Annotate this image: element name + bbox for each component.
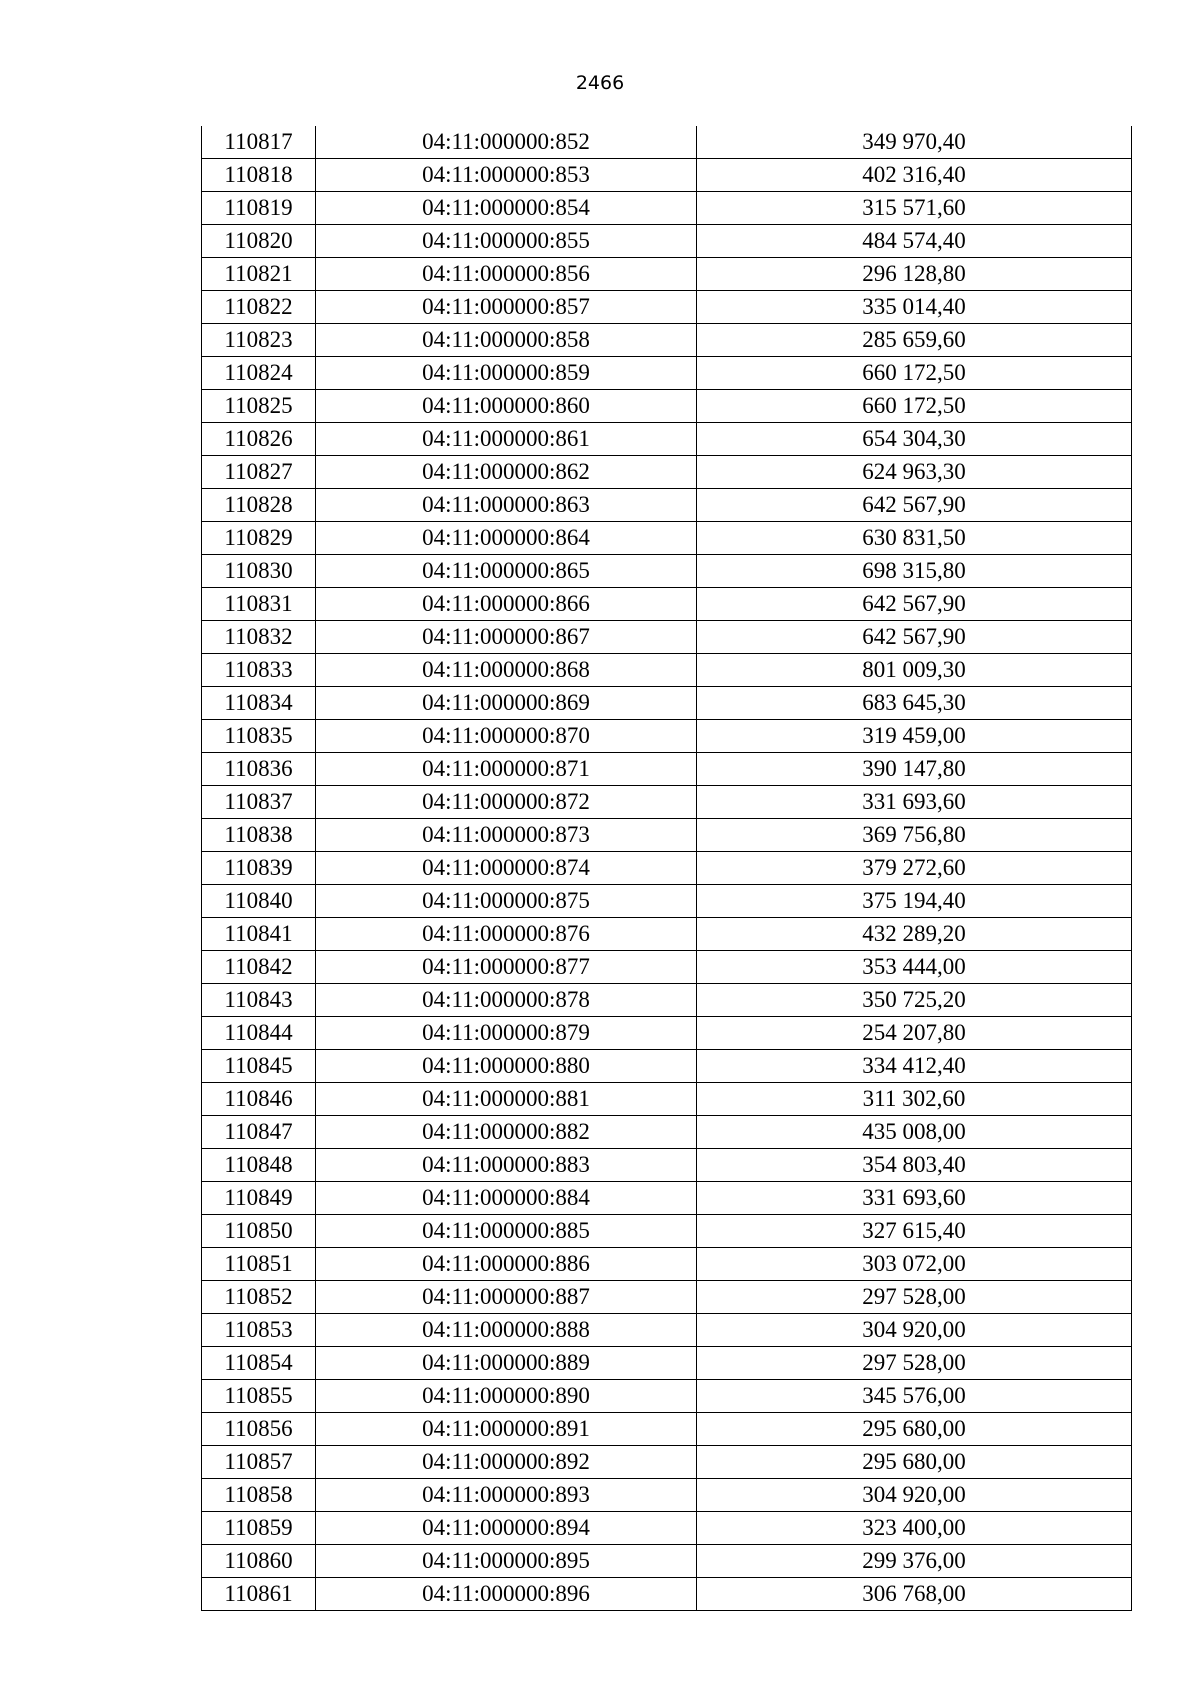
cadastral-value-cell: 315 571,60 (697, 192, 1132, 225)
row-number-cell: 110853 (202, 1314, 316, 1347)
row-number-cell: 110851 (202, 1248, 316, 1281)
cadastral-number-cell: 04:11:000000:857 (316, 291, 697, 324)
table-row (202, 1050, 1132, 1083)
table-row (202, 1017, 1132, 1050)
cadastral-number-cell: 04:11:000000:858 (316, 324, 697, 357)
cadastral-number-cell: 04:11:000000:859 (316, 357, 697, 390)
table-row (202, 1182, 1132, 1215)
cadastral-value-cell: 435 008,00 (697, 1116, 1132, 1149)
cadastral-value-cell: 303 072,00 (697, 1248, 1132, 1281)
cadastral-value-cell: 642 567,90 (697, 621, 1132, 654)
row-number-cell: 110824 (202, 357, 316, 390)
table-row (202, 159, 1132, 192)
cadastral-value-cell: 642 567,90 (697, 588, 1132, 621)
cadastral-value-cell: 297 528,00 (697, 1347, 1132, 1380)
cadastral-value-cell: 654 304,30 (697, 423, 1132, 456)
table-row (202, 1380, 1132, 1413)
cadastral-number-cell: 04:11:000000:874 (316, 852, 697, 885)
cadastral-number-cell: 04:11:000000:866 (316, 588, 697, 621)
row-number-cell: 110837 (202, 786, 316, 819)
row-number-cell: 110847 (202, 1116, 316, 1149)
row-number-cell: 110839 (202, 852, 316, 885)
cadastral-number-cell: 04:11:000000:885 (316, 1215, 697, 1248)
table-row (202, 225, 1132, 258)
row-number-cell: 110829 (202, 522, 316, 555)
cadastral-value-cell: 375 194,40 (697, 885, 1132, 918)
cadastral-value-cell: 327 615,40 (697, 1215, 1132, 1248)
cadastral-number-cell: 04:11:000000:881 (316, 1083, 697, 1116)
cadastral-number-cell: 04:11:000000:870 (316, 720, 697, 753)
table-row (202, 819, 1132, 852)
cadastral-number-cell: 04:11:000000:871 (316, 753, 697, 786)
row-number-cell: 110830 (202, 555, 316, 588)
row-number-cell: 110856 (202, 1413, 316, 1446)
cadastral-value-cell: 331 693,60 (697, 1182, 1132, 1215)
cadastral-value-cell: 390 147,80 (697, 753, 1132, 786)
row-number-cell: 110849 (202, 1182, 316, 1215)
table-row (202, 786, 1132, 819)
table-row (202, 192, 1132, 225)
row-number-cell: 110844 (202, 1017, 316, 1050)
cadastral-number-cell: 04:11:000000:865 (316, 555, 697, 588)
cadastral-value-cell: 311 302,60 (697, 1083, 1132, 1116)
cadastral-number-cell: 04:11:000000:883 (316, 1149, 697, 1182)
table-row (202, 456, 1132, 489)
row-number-cell: 110859 (202, 1512, 316, 1545)
table-row (202, 1116, 1132, 1149)
table-row (202, 1578, 1132, 1611)
row-number-cell: 110826 (202, 423, 316, 456)
row-number-cell: 110820 (202, 225, 316, 258)
table-row (202, 1248, 1132, 1281)
cadastral-value-cell: 335 014,40 (697, 291, 1132, 324)
table-row (202, 1083, 1132, 1116)
cadastral-number-cell: 04:11:000000:868 (316, 654, 697, 687)
cadastral-value-cell: 319 459,00 (697, 720, 1132, 753)
row-number-cell: 110857 (202, 1446, 316, 1479)
row-number-cell: 110852 (202, 1281, 316, 1314)
cadastral-value-cell: 379 272,60 (697, 852, 1132, 885)
cadastral-number-cell: 04:11:000000:861 (316, 423, 697, 456)
row-number-cell: 110854 (202, 1347, 316, 1380)
table-row (202, 489, 1132, 522)
cadastral-number-cell: 04:11:000000:852 (316, 126, 697, 159)
cadastral-number-cell: 04:11:000000:864 (316, 522, 697, 555)
cadastral-value-cell: 295 680,00 (697, 1446, 1132, 1479)
row-number-cell: 110845 (202, 1050, 316, 1083)
cadastral-number-cell: 04:11:000000:894 (316, 1512, 697, 1545)
cadastral-number-cell: 04:11:000000:886 (316, 1248, 697, 1281)
cadastral-value-cell: 297 528,00 (697, 1281, 1132, 1314)
cadastral-number-cell: 04:11:000000:890 (316, 1380, 697, 1413)
row-number-cell: 110843 (202, 984, 316, 1017)
cadastral-number-cell: 04:11:000000:893 (316, 1479, 697, 1512)
cadastral-number-cell: 04:11:000000:860 (316, 390, 697, 423)
table-row (202, 621, 1132, 654)
cadastral-value-cell: 334 412,40 (697, 1050, 1132, 1083)
row-number-cell: 110828 (202, 489, 316, 522)
cadastral-value-cell: 354 803,40 (697, 1149, 1132, 1182)
table-row (202, 390, 1132, 423)
row-number-cell: 110825 (202, 390, 316, 423)
cadastral-value-cell: 349 970,40 (697, 126, 1132, 159)
row-number-cell: 110848 (202, 1149, 316, 1182)
row-number-cell: 110827 (202, 456, 316, 489)
cadastral-value-table (201, 126, 1132, 1611)
cadastral-number-cell: 04:11:000000:882 (316, 1116, 697, 1149)
table-body (202, 126, 1132, 1611)
table-row (202, 753, 1132, 786)
cadastral-value-cell: 299 376,00 (697, 1545, 1132, 1578)
table-row (202, 423, 1132, 456)
cadastral-number-cell: 04:11:000000:854 (316, 192, 697, 225)
table-row (202, 951, 1132, 984)
row-number-cell: 110840 (202, 885, 316, 918)
cadastral-value-cell: 323 400,00 (697, 1512, 1132, 1545)
table-row (202, 984, 1132, 1017)
cadastral-value-cell: 345 576,00 (697, 1380, 1132, 1413)
table-row (202, 1281, 1132, 1314)
cadastral-number-cell: 04:11:000000:876 (316, 918, 697, 951)
cadastral-value-cell: 296 128,80 (697, 258, 1132, 291)
cadastral-number-cell: 04:11:000000:877 (316, 951, 697, 984)
cadastral-number-cell: 04:11:000000:889 (316, 1347, 697, 1380)
row-number-cell: 110838 (202, 819, 316, 852)
cadastral-number-cell: 04:11:000000:879 (316, 1017, 697, 1050)
cadastral-number-cell: 04:11:000000:869 (316, 687, 697, 720)
cadastral-number-cell: 04:11:000000:880 (316, 1050, 697, 1083)
table-row (202, 1446, 1132, 1479)
cadastral-value-cell: 698 315,80 (697, 555, 1132, 588)
cadastral-number-cell: 04:11:000000:895 (316, 1545, 697, 1578)
cadastral-value-cell: 683 645,30 (697, 687, 1132, 720)
cadastral-number-cell: 04:11:000000:892 (316, 1446, 697, 1479)
table-row (202, 126, 1132, 159)
table-row (202, 1413, 1132, 1446)
cadastral-value-cell: 285 659,60 (697, 324, 1132, 357)
cadastral-value-cell: 660 172,50 (697, 390, 1132, 423)
table-row (202, 357, 1132, 390)
row-number-cell: 110835 (202, 720, 316, 753)
cadastral-value-cell: 801 009,30 (697, 654, 1132, 687)
row-number-cell: 110858 (202, 1479, 316, 1512)
cadastral-number-cell: 04:11:000000:855 (316, 225, 697, 258)
row-number-cell: 110832 (202, 621, 316, 654)
row-number-cell: 110841 (202, 918, 316, 951)
cadastral-value-cell: 432 289,20 (697, 918, 1132, 951)
row-number-cell: 110836 (202, 753, 316, 786)
table-row (202, 522, 1132, 555)
cadastral-value-cell: 331 693,60 (697, 786, 1132, 819)
row-number-cell: 110819 (202, 192, 316, 225)
table-row (202, 1215, 1132, 1248)
cadastral-number-cell: 04:11:000000:873 (316, 819, 697, 852)
cadastral-value-cell: 304 920,00 (697, 1314, 1132, 1347)
table-row (202, 687, 1132, 720)
table-row (202, 1149, 1132, 1182)
table-row (202, 588, 1132, 621)
cadastral-number-cell: 04:11:000000:856 (316, 258, 697, 291)
table-row (202, 720, 1132, 753)
cadastral-value-cell: 306 768,00 (697, 1578, 1132, 1611)
page-number: 2466 (575, 72, 625, 94)
cadastral-value-cell: 624 963,30 (697, 456, 1132, 489)
cadastral-value-cell: 642 567,90 (697, 489, 1132, 522)
row-number-cell: 110855 (202, 1380, 316, 1413)
row-number-cell: 110860 (202, 1545, 316, 1578)
row-number-cell: 110818 (202, 159, 316, 192)
cadastral-value-cell: 350 725,20 (697, 984, 1132, 1017)
cadastral-value-cell: 304 920,00 (697, 1479, 1132, 1512)
row-number-cell: 110831 (202, 588, 316, 621)
cadastral-number-cell: 04:11:000000:875 (316, 885, 697, 918)
row-number-cell: 110817 (202, 126, 316, 159)
row-number-cell: 110850 (202, 1215, 316, 1248)
table-row (202, 1347, 1132, 1380)
table-row (202, 852, 1132, 885)
row-number-cell: 110822 (202, 291, 316, 324)
table-row (202, 291, 1132, 324)
table-row (202, 258, 1132, 291)
row-number-cell: 110842 (202, 951, 316, 984)
table-row (202, 1314, 1132, 1347)
row-number-cell: 110823 (202, 324, 316, 357)
cadastral-number-cell: 04:11:000000:878 (316, 984, 697, 1017)
table-row (202, 1479, 1132, 1512)
row-number-cell: 110821 (202, 258, 316, 291)
row-number-cell: 110846 (202, 1083, 316, 1116)
cadastral-number-cell: 04:11:000000:887 (316, 1281, 697, 1314)
cadastral-number-cell: 04:11:000000:891 (316, 1413, 697, 1446)
cadastral-number-cell: 04:11:000000:853 (316, 159, 697, 192)
cadastral-number-cell: 04:11:000000:884 (316, 1182, 697, 1215)
table-row (202, 324, 1132, 357)
row-number-cell: 110833 (202, 654, 316, 687)
cadastral-value-cell: 402 316,40 (697, 159, 1132, 192)
cadastral-value-cell: 660 172,50 (697, 357, 1132, 390)
cadastral-value-cell: 630 831,50 (697, 522, 1132, 555)
cadastral-number-cell: 04:11:000000:862 (316, 456, 697, 489)
cadastral-value-cell: 295 680,00 (697, 1413, 1132, 1446)
table-row (202, 555, 1132, 588)
cadastral-value-cell: 369 756,80 (697, 819, 1132, 852)
cadastral-number-cell: 04:11:000000:863 (316, 489, 697, 522)
cadastral-number-cell: 04:11:000000:888 (316, 1314, 697, 1347)
row-number-cell: 110861 (202, 1578, 316, 1611)
table-row (202, 1545, 1132, 1578)
row-number-cell: 110834 (202, 687, 316, 720)
table-row (202, 885, 1132, 918)
table-row (202, 918, 1132, 951)
table-row (202, 1512, 1132, 1545)
cadastral-value-cell: 353 444,00 (697, 951, 1132, 984)
cadastral-number-cell: 04:11:000000:872 (316, 786, 697, 819)
cadastral-number-cell: 04:11:000000:867 (316, 621, 697, 654)
cadastral-number-cell: 04:11:000000:896 (316, 1578, 697, 1611)
cadastral-value-cell: 484 574,40 (697, 225, 1132, 258)
table-row (202, 654, 1132, 687)
cadastral-value-cell: 254 207,80 (697, 1017, 1132, 1050)
